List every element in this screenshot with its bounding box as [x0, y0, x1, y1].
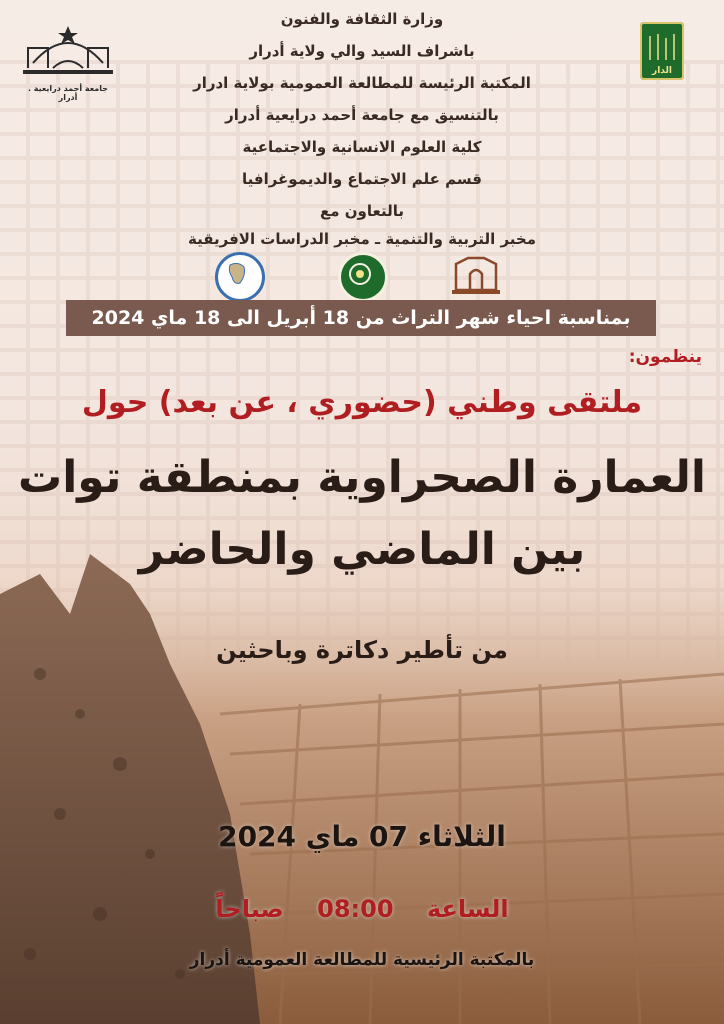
header-line-library: المكتبة الرئيسة للمطالعة العمومية بولاية ادرار [193, 74, 531, 92]
university-logo-caption: جامعة أحمد درايعية . أدرار [27, 84, 109, 102]
event-title-line1: العمارة الصحراوية بمنطقة توات [18, 452, 706, 503]
event-supervision: من تأطير دكاترة وباحثين [216, 636, 508, 664]
time-label: الساعة [426, 895, 509, 923]
time-value: 08:00 [317, 895, 394, 923]
header-line-department: قسم علم الاجتماع والديموغرافيا [242, 170, 482, 188]
event-time [0, 895, 724, 923]
header-line-ministry: وزارة الثقافة والفنون [280, 10, 444, 28]
lab-logo-african-studies [215, 252, 265, 302]
event-venue: بالمكتبة الرئيسية للمطالعة العمومية أدرار [189, 950, 535, 970]
event-type: ملتقى وطني (حضوري ، عن بعد) حول [81, 385, 643, 420]
header-line-faculty: كلية العلوم الانسانية والاجتماعية [242, 138, 482, 156]
header-line-cooperation: بالتعاون مع [319, 202, 404, 220]
time-period: صباحاً [215, 895, 284, 923]
header-line-labs: مخبر التربية والتنمية ـ مخبر الدراسات الافريقية [187, 230, 537, 248]
heritage-month-banner: بمناسبة احياء شهر التراث من 18 أبريل الى 18 ماي 2024 [66, 300, 656, 336]
faculty-logo [448, 250, 504, 298]
header-line-university: بالتنسيق مع جامعة أحمد درايعية أدرار [225, 106, 499, 124]
library-logo-caption: الدار [652, 66, 672, 76]
event-date: الثلاثاء 07 ماي 2024 [218, 820, 506, 853]
event-title-line2: بين الماضي والحاضر [138, 524, 586, 575]
header-line-wali: باشراف السيد والي ولاية أدرار [249, 42, 475, 60]
lab-logo-education [338, 252, 388, 302]
organize-label: ينظمون: [628, 347, 702, 367]
